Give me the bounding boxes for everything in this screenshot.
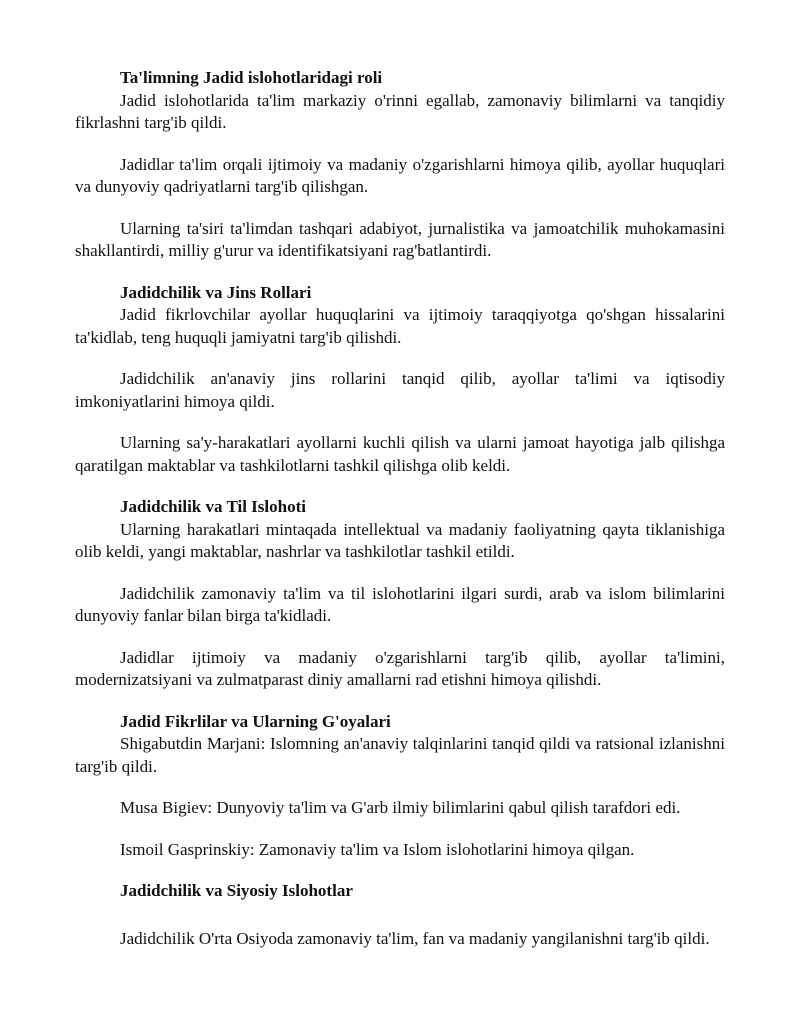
paragraph: Ularning sa'y-harakatlari ayollarni kuchli qilish va ularni jamoat hayotiga jalb qilishga qaratilgan maktablar va tashkilotlarni tashkil qilishga olib keldi. [75, 433, 725, 475]
paragraph: Jadidchilik O'rta Osiyoda zamonaviy ta'lim, fan va madaniy yangilanishni targ'ib qildi. [120, 928, 710, 948]
paragraph: Shigabutdin Marjani: Islomning an'anaviy talqinlarini tanqid qildi va ratsional izlanishni targ'ib qildi. [75, 734, 725, 776]
paragraph: Jadid islohotlarida ta'lim markaziy o'rinni egallab, zamonaviy bilimlarni va tanqidiy fikrlashni targ'ib qildi. [75, 90, 725, 132]
blank-line [75, 903, 725, 928]
section-heading: Jadid Fikrlilar va Ularning G'oyalari [120, 711, 391, 731]
paragraph: Jadidchilik zamonaviy ta'lim va til islohotlarini ilgari surdi, arab va islom bilimlarini dunyoviy fanlar bilan birga ta'kidladi. [75, 583, 725, 625]
paragraph: Jadidchilik an'anaviy jins rollarini tanqid qilib, ayollar ta'limi va iqtisodiy imkoniyatlarini himoya qildi. [75, 369, 725, 411]
paragraph: Ularning harakatlari mintaqada intellektual va madaniy faoliyatning qayta tiklanishiga olib keldi, yangi maktablar, nashrlar va tashkilotlar tashkil etildi. [75, 519, 725, 561]
paragraph: Ismoil Gasprinskiy: Zamonaviy ta'lim va Islom islohotlarini himoya qilgan. [120, 839, 635, 859]
section-education-role [75, 67, 725, 263]
document-body [75, 67, 725, 969]
section-jadid-thinkers [75, 711, 725, 862]
section-heading: Jadidchilik va Siyosiy Islohotlar [120, 881, 353, 900]
section-heading: Jadidchilik va Jins Rollari [120, 282, 312, 302]
paragraph: Musa Bigiev: Dunyoviy ta'lim va G'arb ilmiy bilimlarini qabul qilish tarafdori edi. [120, 798, 681, 817]
section-language-reform [75, 496, 725, 692]
section-heading: Jadidchilik va Til Islohoti [120, 497, 306, 516]
paragraph: Jadidlar ta'lim orqali ijtimoiy va madaniy o'zgarishlarni himoya qilib, ayollar huquqlari va dunyoviy qadriyatlarni targ'ib qilishgan. [75, 154, 725, 196]
paragraph: Jadid fikrlovchilar ayollar huquqlarini va ijtimoiy taraqqiyotga qo'shgan hissalarini ta'kidlab, teng huquqli jamiyatni targ'ib qilishdi. [75, 305, 725, 347]
section-gender-roles [75, 282, 725, 478]
paragraph: Ularning ta'siri ta'limdan tashqari adabiyot, jurnalistika va jamoatchilik muhokamasini shakllantirdi, milliy g'urur va identifikatsiyani rag'batlantirdi. [75, 218, 725, 260]
paragraph: Jadidlar ijtimoiy va madaniy o'zgarishlarni targ'ib qilib, ayollar ta'limini, modernizatsiyani va zulmatparast diniy amallarni rad etishni himoya qilishdi. [75, 647, 725, 689]
section-heading: Ta'limning Jadid islohotlaridagi roli [120, 68, 383, 87]
section-political-reforms [75, 880, 725, 950]
